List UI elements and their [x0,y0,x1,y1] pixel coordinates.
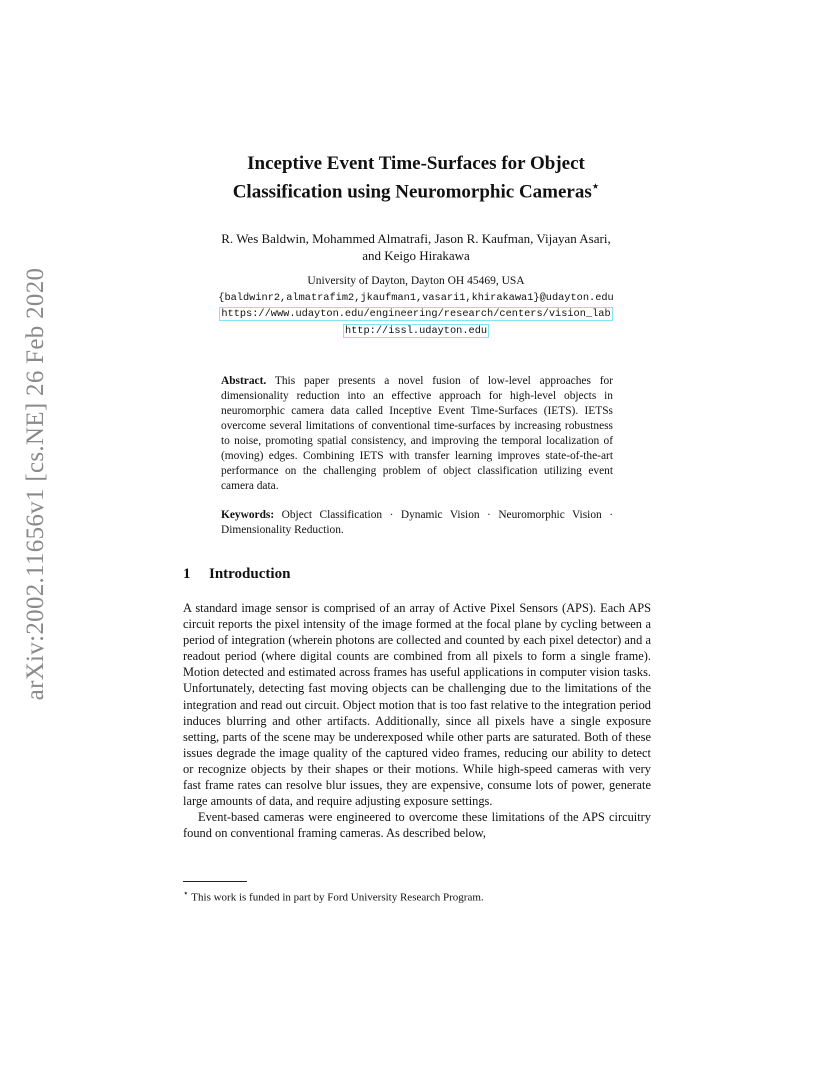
introduction-body [183,600,651,841]
abstract-label: Abstract. [221,375,267,387]
author-emails: {baldwinr2,almatrafim2,jkaufman1,vasari1,khirakawa1}@udayton.edu [218,291,614,304]
paper-title [150,152,682,203]
title-line-2: Classification using Neuromorphic Cameras [232,181,592,203]
arxiv-stamp [0,0,70,1072]
footnote-text: This work is funded in part by Ford University Research Program. [191,891,484,904]
keywords-label: Keywords: [221,509,275,521]
abstract [221,374,613,494]
section-heading [183,566,290,583]
title-line-1: Inceptive Event Time-Surfaces for Object [247,153,585,174]
issl-link[interactable]: http://issl.udayton.edu [344,324,488,337]
footnote-rule [183,881,247,882]
abstract-text: This paper presents a novel fusion of low-level approaches for dimensionality reduction into an effective approach for high-level objects in neuromorphic camera data called Inceptive Event Time-Surfaces (IETS). IETSs overcome several limitations of conventional time-surfaces by increasing robustness to noise, promoting spatial consistency, and improving the temporal localization of (moving) edges. Combining IETS with transfer learning improves state-of-the-art performance on the challenging problem of object classification utilizing event camera data. [221,375,613,492]
footnote-mark: ⋆ [183,888,189,898]
keywords [221,508,613,538]
authors-line-1: R. Wes Baldwin, Mohammed Almatrafi, Jason R. Kaufman, Vijayan Asari, [221,231,611,246]
authors-line-2: and Keigo Hirakawa [362,248,470,263]
section-title: Introduction [209,566,291,582]
title-footnote-mark: ⋆ [591,179,600,193]
institution: University of Dayton, Dayton OH 45469, USA [307,275,525,287]
author-list [150,230,682,264]
section-number: 1 [183,566,191,582]
paragraph-1: A standard image sensor is comprised of an array of Active Pixel Sensors (APS). Each APS circuit reports the pixel intensity of the image formed at the focal plane by cycling between a period of integration (wherein photons are collected and counted by each pixel detector) and a readout period (where digital counts are combined from all pixels to form a single frame). Motion detected and estimated across frames has useful applications in computer vision tasks. Unfortunately, detecting fast moving objects can be challenging due to the limitations of the integration and read out circuit. Object motion that is too fast relative to the integration period induces blurring and other artifacts. Additionally, since all pixels have a single exposure setting, parts of the scene may be underexposed while other parts are saturated. Both of these issues degrade the image quality of the captured video frames, reducing our ability to detect or recognize objects by their shapes or their motions. While high-speed cameras with very fast frame rates can resolve blur issues, they are expensive, consume lots of power, generate large amounts of data, and require adjusting exposure settings. [183,601,651,809]
vision-lab-link[interactable]: https://www.udayton.edu/engineering/research/centers/vision_lab [221,308,611,320]
footnote [183,886,484,905]
arxiv-id: arXiv:2002.11656v1 [cs.NE] 26 Feb 2020 [22,267,49,701]
keywords-text: Object Classification · Dynamic Vision · Neuromorphic Vision · Dimensionality Reduction. [221,509,613,536]
paragraph-2: Event-based cameras were engineered to overcome these limitations of the APS circuitry found on conventional framing cameras. As described below, [183,810,651,841]
affiliation-block [150,274,682,339]
